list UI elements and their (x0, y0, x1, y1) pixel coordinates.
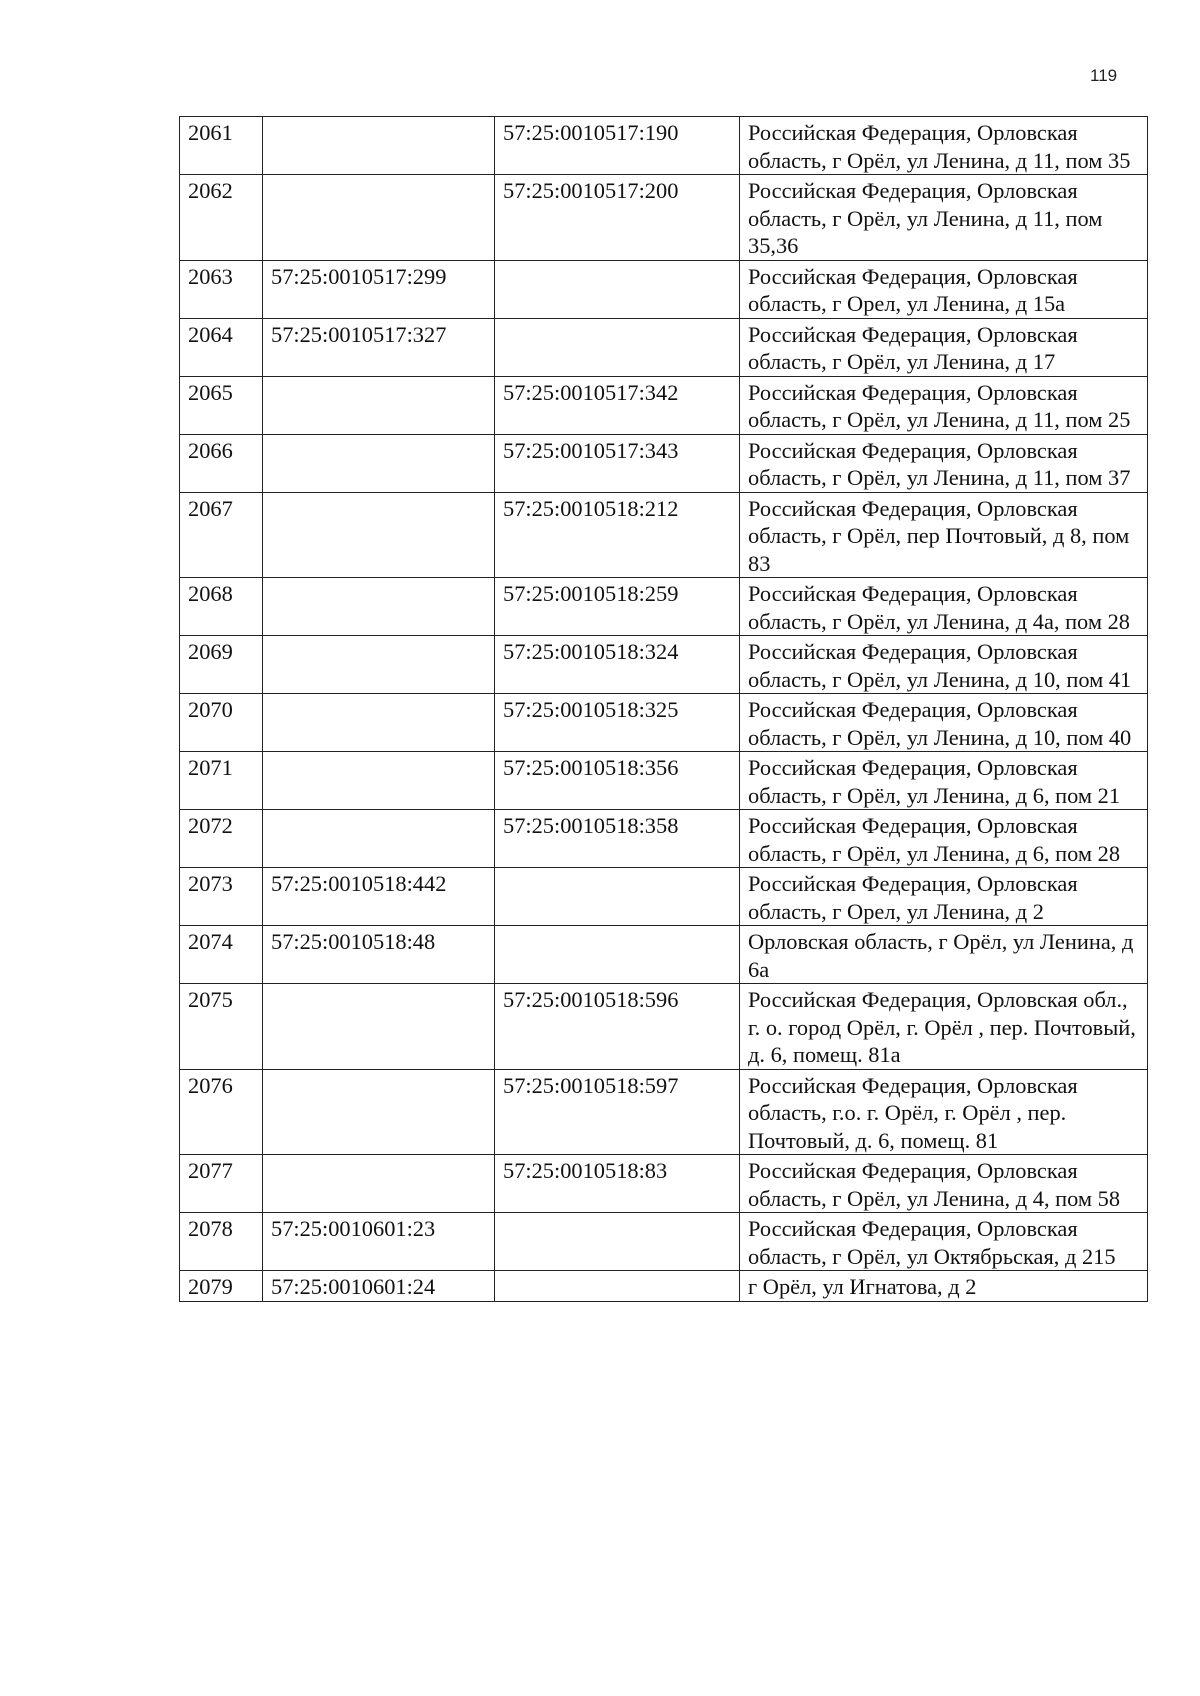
row-number-cell: 2076 (180, 1069, 263, 1155)
table-row (180, 636, 1148, 694)
related-cadastral-number-cell: 57:25:0010517:342 (495, 376, 740, 434)
cadastral-number-cell (263, 492, 495, 578)
related-cadastral-number-cell: 57:25:0010518:83 (495, 1155, 740, 1213)
table-row (180, 752, 1148, 810)
related-cadastral-number-cell (495, 260, 740, 318)
related-cadastral-number-cell (495, 318, 740, 376)
cadastral-number-cell: 57:25:0010601:24 (263, 1271, 495, 1302)
address-cell: Российская Федерация, Орловская область, г Орёл, ул Ленина, д 11, пом 37 (740, 434, 1148, 492)
cadastral-number-cell (263, 117, 495, 175)
row-number-cell: 2062 (180, 175, 263, 261)
cadastral-number-cell (263, 984, 495, 1070)
cadastral-number-cell (263, 1069, 495, 1155)
table-row (180, 376, 1148, 434)
table-row (180, 318, 1148, 376)
address-cell: Российская Федерация, Орловская область, г Орел, ул Ленина, д 15а (740, 260, 1148, 318)
related-cadastral-number-cell: 57:25:0010517:200 (495, 175, 740, 261)
address-cell: Российская Федерация, Орловская область, г Орёл, ул Ленина, д 11, пом 35,36 (740, 175, 1148, 261)
address-cell: Российская Федерация, Орловская область, г Орёл, ул Ленина, д 4а, пом 28 (740, 578, 1148, 636)
address-cell: Российская Федерация, Орловская область, г Орёл, ул Ленина, д 6, пом 21 (740, 752, 1148, 810)
address-cell: Российская Федерация, Орловская область, г Орёл, ул Ленина, д 17 (740, 318, 1148, 376)
row-number-cell: 2077 (180, 1155, 263, 1213)
related-cadastral-number-cell: 57:25:0010518:596 (495, 984, 740, 1070)
table-row (180, 492, 1148, 578)
row-number-cell: 2074 (180, 926, 263, 984)
row-number-cell: 2061 (180, 117, 263, 175)
row-number-cell: 2075 (180, 984, 263, 1070)
cadastral-number-cell: 57:25:0010517:299 (263, 260, 495, 318)
address-cell: Российская Федерация, Орловская область, г Орёл, ул Ленина, д 10, пом 40 (740, 694, 1148, 752)
row-number-cell: 2071 (180, 752, 263, 810)
cadastral-number-cell: 57:25:0010518:48 (263, 926, 495, 984)
address-cell: Российская Федерация, Орловская область, г.о. г. Орёл, г. Орёл , пер. Почтовый, д. 6, помещ. 81 (740, 1069, 1148, 1155)
related-cadastral-number-cell: 57:25:0010518:212 (495, 492, 740, 578)
table-row (180, 175, 1148, 261)
row-number-cell: 2070 (180, 694, 263, 752)
cadastral-number-cell (263, 434, 495, 492)
row-number-cell: 2079 (180, 1271, 263, 1302)
row-number-cell: 2066 (180, 434, 263, 492)
table-row (180, 434, 1148, 492)
row-number-cell: 2069 (180, 636, 263, 694)
table-row (180, 1069, 1148, 1155)
row-number-cell: 2063 (180, 260, 263, 318)
related-cadastral-number-cell (495, 1271, 740, 1302)
related-cadastral-number-cell: 57:25:0010517:343 (495, 434, 740, 492)
row-number-cell: 2068 (180, 578, 263, 636)
address-cell: Российская Федерация, Орловская область, г Орёл, ул Октябрьская, д 215 (740, 1213, 1148, 1271)
related-cadastral-number-cell: 57:25:0010517:190 (495, 117, 740, 175)
related-cadastral-number-cell: 57:25:0010518:325 (495, 694, 740, 752)
table-row (180, 810, 1148, 868)
related-cadastral-number-cell (495, 1213, 740, 1271)
address-cell: Российская Федерация, Орловская обл., г. о. город Орёл, г. Орёл , пер. Почтовый, д. 6, помещ. 81а (740, 984, 1148, 1070)
row-number-cell: 2065 (180, 376, 263, 434)
row-number-cell: 2078 (180, 1213, 263, 1271)
address-cell: Российская Федерация, Орловская область, г Орёл, пер Почтовый, д 8, пом 83 (740, 492, 1148, 578)
related-cadastral-number-cell: 57:25:0010518:356 (495, 752, 740, 810)
registry-table (179, 116, 1148, 1302)
row-number-cell: 2073 (180, 868, 263, 926)
related-cadastral-number-cell: 57:25:0010518:259 (495, 578, 740, 636)
table-row (180, 1271, 1148, 1302)
registry-table-body (180, 117, 1148, 1302)
cadastral-number-cell (263, 376, 495, 434)
address-cell: Российская Федерация, Орловская область, г Орел, ул Ленина, д 2 (740, 868, 1148, 926)
table-row (180, 260, 1148, 318)
cadastral-number-cell: 57:25:0010518:442 (263, 868, 495, 926)
cadastral-number-cell: 57:25:0010601:23 (263, 1213, 495, 1271)
address-cell: г Орёл, ул Игнатова, д 2 (740, 1271, 1148, 1302)
table-row (180, 1155, 1148, 1213)
address-cell: Российская Федерация, Орловская область, г Орёл, ул Ленина, д 4, пом 58 (740, 1155, 1148, 1213)
related-cadastral-number-cell: 57:25:0010518:358 (495, 810, 740, 868)
cadastral-number-cell (263, 175, 495, 261)
cadastral-number-cell (263, 694, 495, 752)
related-cadastral-number-cell (495, 868, 740, 926)
row-number-cell: 2072 (180, 810, 263, 868)
table-row (180, 694, 1148, 752)
table-row (180, 117, 1148, 175)
cadastral-number-cell (263, 810, 495, 868)
cadastral-number-cell (263, 578, 495, 636)
address-cell: Российская Федерация, Орловская область, г Орёл, ул Ленина, д 11, пом 35 (740, 117, 1148, 175)
cadastral-number-cell (263, 1155, 495, 1213)
cadastral-number-cell (263, 636, 495, 694)
row-number-cell: 2064 (180, 318, 263, 376)
row-number-cell: 2067 (180, 492, 263, 578)
related-cadastral-number-cell: 57:25:0010518:597 (495, 1069, 740, 1155)
table-row (180, 868, 1148, 926)
address-cell: Орловская область, г Орёл, ул Ленина, д 6а (740, 926, 1148, 984)
table-row (180, 1213, 1148, 1271)
address-cell: Российская Федерация, Орловская область, г Орёл, ул Ленина, д 11, пом 25 (740, 376, 1148, 434)
address-cell: Российская Федерация, Орловская область, г Орёл, ул Ленина, д 10, пом 41 (740, 636, 1148, 694)
cadastral-number-cell (263, 752, 495, 810)
related-cadastral-number-cell (495, 926, 740, 984)
cadastral-number-cell: 57:25:0010517:327 (263, 318, 495, 376)
address-cell: Российская Федерация, Орловская область, г Орёл, ул Ленина, д 6, пом 28 (740, 810, 1148, 868)
table-row (180, 984, 1148, 1070)
table-row (180, 578, 1148, 636)
page-number: 119 (1090, 66, 1118, 85)
table-row (180, 926, 1148, 984)
related-cadastral-number-cell: 57:25:0010518:324 (495, 636, 740, 694)
